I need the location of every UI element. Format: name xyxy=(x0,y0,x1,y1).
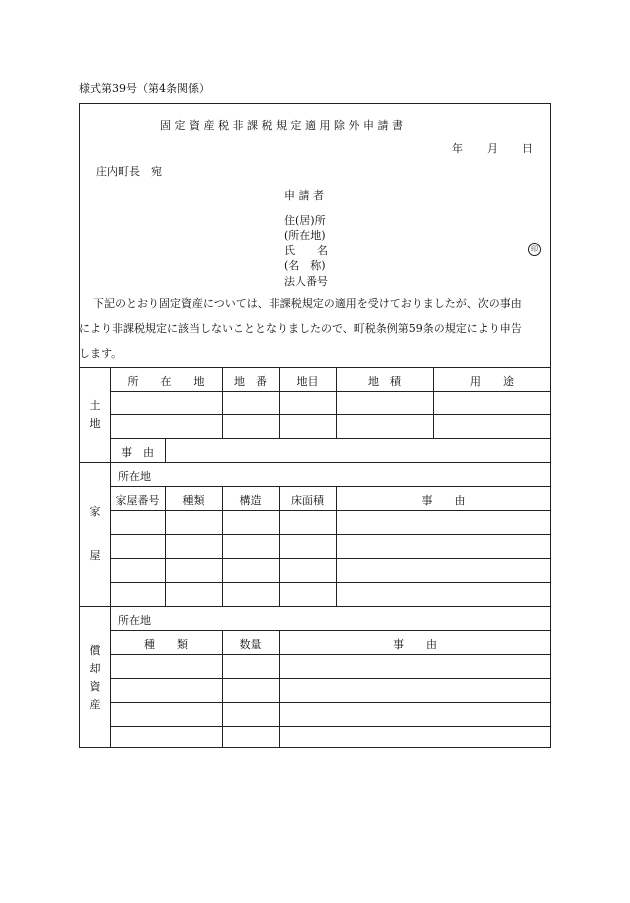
house-header-type: 種類 xyxy=(182,494,205,507)
land-header-area: 地 積 xyxy=(368,375,401,388)
land-header-location: 所 在 地 xyxy=(127,375,205,388)
land-section-label: 土 地 xyxy=(89,399,101,430)
house-header-number: 家屋番号 xyxy=(115,494,160,507)
depreciable-location-label: 所在地 xyxy=(118,614,151,627)
name-label: 氏 名 xyxy=(284,244,328,257)
depreciable-header-reason: 事 由 xyxy=(393,638,437,651)
seal-mark: 印 xyxy=(528,243,541,256)
house-location-label: 所在地 xyxy=(118,470,151,483)
land-header-category: 地目 xyxy=(296,375,319,388)
depreciable-header-quantity: 数量 xyxy=(239,638,262,651)
form-number: 様式第39号（第4条関係） xyxy=(79,82,210,95)
location-label: (所在地) xyxy=(284,229,326,242)
corp-number-label: 法人番号 xyxy=(284,275,328,288)
house-header-reason: 事 由 xyxy=(421,494,466,507)
land-reason-label: 事 由 xyxy=(121,446,154,459)
land-header-lot-number: 地 番 xyxy=(234,375,267,388)
corp-title-label: (名 称) xyxy=(284,259,326,272)
house-header-floor-area: 床面積 xyxy=(291,494,324,507)
body-line-2: により非課税規定に該当しないこととなりましたので、町税条例第59条の規定により申告 xyxy=(79,322,522,335)
land-header-usage: 用 途 xyxy=(470,375,514,388)
date-month: 月 xyxy=(487,142,498,155)
date-year: 年 xyxy=(452,142,463,155)
depreciable-section-label: 償 却 資 産 xyxy=(89,644,101,711)
house-header-structure: 構造 xyxy=(239,494,262,507)
house-section-label: 家 屋 xyxy=(89,505,101,562)
addressee: 庄内町長 宛 xyxy=(96,165,162,178)
applicant-heading: 申 請 者 xyxy=(284,189,324,202)
form-title: 固 定 資 産 税 非 課 税 規 定 適 用 除 外 申 請 書 xyxy=(160,119,403,132)
address-label: 住(居)所 xyxy=(284,214,326,227)
body-line-1: 下記のとおり固定資産については、非課税規定の適用を受けておりましたが、次の事由 xyxy=(93,297,522,310)
body-line-3: します。 xyxy=(79,347,123,360)
depreciable-header-type: 種 類 xyxy=(144,638,188,651)
date-day: 日 xyxy=(522,142,533,155)
